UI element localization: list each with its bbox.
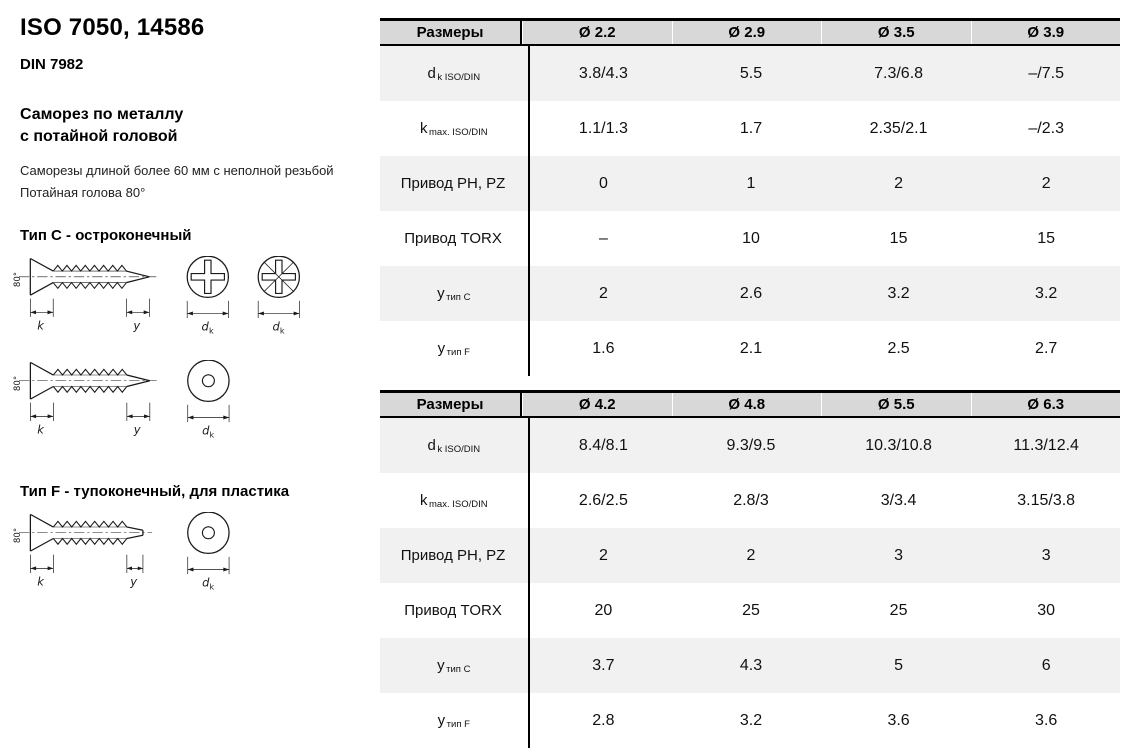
value-cell: 15: [1037, 229, 1056, 247]
value-cell: 0: [598, 174, 608, 192]
header-cell-sizes: Размеры: [380, 21, 522, 44]
table-row-dk: [380, 418, 1120, 473]
page-title: ISO 7050, 14586: [20, 14, 205, 41]
value-cell: 2.7: [1035, 339, 1058, 357]
type-c-drawing-2: [12, 360, 244, 444]
value-cell: 3.2: [887, 284, 910, 302]
table-row-y-type-f: [380, 693, 1120, 748]
table-row-drive-ph-pz: [380, 156, 1120, 211]
table-header-row: [380, 18, 1120, 46]
row-label-main: y: [437, 340, 446, 357]
row-label-sub: тип C: [446, 664, 471, 675]
description-line2: Потайная голова 80°: [20, 185, 146, 201]
dim-y-label: y: [130, 574, 138, 589]
row-label-main: Привод TORX: [404, 230, 502, 247]
row-label-main: k: [420, 120, 428, 137]
product-name-line2: с потайной головой: [20, 128, 178, 146]
value-cell: 3.2: [1035, 284, 1058, 302]
description-line1: Саморезы длиной более 60 мм с неполной резьбой: [20, 163, 334, 178]
table-row-y-type-c: [380, 638, 1120, 693]
dim-dk-sub: k: [279, 326, 285, 336]
row-label: [380, 46, 530, 101]
screw-side-view-pointed: [13, 258, 156, 332]
value-cell: 2.6/2.5: [578, 491, 628, 509]
header-cell-diameter: Ø 6.3: [971, 393, 1121, 416]
head-view-torx: [188, 360, 229, 440]
header-cell-diameter: Ø 4.8: [672, 393, 822, 416]
value-cell: 3: [1041, 546, 1051, 564]
value-cell: 8.4/8.1: [578, 436, 628, 454]
value-cell: 10: [742, 229, 760, 247]
header-cell-diameter: Ø 3.5: [821, 21, 971, 44]
type-c-drawing-1: [12, 256, 312, 340]
value-cell: 7.3/6.8: [874, 64, 924, 82]
row-label-sub: тип F: [446, 719, 470, 730]
value-cell: 2: [894, 174, 904, 192]
head-view-phillips: [187, 256, 228, 335]
dim-dk-sub: k: [209, 582, 215, 592]
row-label: [380, 583, 530, 638]
product-name: [20, 104, 183, 149]
header-cell-diameter: Ø 4.2: [522, 393, 672, 416]
angle-label: 80°: [13, 271, 24, 288]
table-row-drive-torx: [380, 583, 1120, 638]
row-label-sub: max. ISO/DIN: [429, 499, 488, 510]
table-row-y-type-c: [380, 266, 1120, 321]
header-cell-sizes: Размеры: [380, 393, 522, 416]
value-cell: 9.3/9.5: [726, 436, 776, 454]
value-cell: 6: [1041, 656, 1051, 674]
row-label-sub: k ISO/DIN: [437, 72, 481, 83]
row-label: [380, 638, 530, 693]
head-view-pozidriv: [258, 256, 299, 335]
row-label-sub: тип F: [446, 347, 470, 358]
type-c-label: Тип C - остроконечный: [20, 227, 192, 244]
screw-side-view-blunt: [13, 514, 152, 588]
value-cell: 3.2: [739, 711, 763, 729]
value-cell: 2: [598, 546, 608, 564]
dim-dk-label: d: [272, 319, 280, 334]
value-cell: 3/3.4: [880, 491, 917, 509]
din-standard: DIN 7982: [20, 56, 84, 73]
row-label: [380, 321, 530, 376]
value-cell: 15: [889, 229, 908, 247]
value-cell: –/2.3: [1028, 119, 1064, 137]
value-cell: 2.8: [592, 711, 615, 729]
row-label: [380, 266, 530, 321]
row-label-sub: тип C: [446, 292, 471, 303]
value-cell: 1.1/1.3: [578, 119, 628, 137]
value-cell: 3.6: [1035, 711, 1058, 729]
row-label: [380, 528, 530, 583]
row-label-main: k: [420, 492, 428, 509]
value-cell: 1: [746, 174, 756, 192]
row-label: [380, 693, 530, 748]
header-cell-diameter: Ø 3.9: [971, 21, 1121, 44]
spec-table-small-diameters: [380, 18, 1120, 376]
row-label-main: Привод TORX: [404, 602, 502, 619]
dim-dk-sub: k: [209, 430, 215, 440]
value-cell: 2.1: [739, 339, 763, 357]
value-cell: 2: [598, 284, 608, 302]
value-cell: 20: [594, 601, 613, 619]
value-cell: 25: [889, 601, 908, 619]
table-row-kmax: [380, 101, 1120, 156]
row-label: [380, 101, 530, 156]
value-cell: 2: [746, 546, 756, 564]
value-cell: 3.15/3.8: [1017, 491, 1076, 509]
value-cell: 1.7: [739, 119, 763, 137]
table-row-drive-torx: [380, 211, 1120, 266]
header-cell-diameter: Ø 5.5: [821, 393, 971, 416]
value-cell: 25: [742, 601, 760, 619]
row-label-sub: k ISO/DIN: [437, 444, 481, 455]
value-cell: 3.7: [592, 656, 615, 674]
type-f-label: Тип F - тупоконечный, для пластика: [20, 483, 290, 500]
value-cell: 2.5: [887, 339, 910, 357]
head-view-torx: [188, 512, 229, 592]
value-cell: 3.8/4.3: [578, 64, 628, 82]
row-label-main: y: [437, 657, 445, 674]
row-label-main: d: [427, 437, 436, 454]
dim-k-label: k: [37, 318, 44, 333]
header-cell-diameter: Ø 2.9: [672, 21, 822, 44]
row-label: [380, 156, 530, 211]
row-label-main: y: [437, 712, 446, 729]
type-f-drawing: [12, 512, 244, 596]
table-header-row: [380, 390, 1120, 418]
row-label-main: Привод PH, PZ: [400, 547, 506, 564]
header-cell-diameter: Ø 2.2: [522, 21, 672, 44]
value-cell: 10.3/10.8: [865, 436, 932, 454]
value-cell: 2.35/2.1: [869, 119, 928, 137]
row-label-main: d: [427, 65, 436, 82]
spec-table-large-diameters: [380, 390, 1120, 748]
value-cell: 2.8/3: [733, 491, 769, 509]
row-label: [380, 418, 530, 473]
angle-label: 80°: [13, 527, 24, 544]
angle-label: 80°: [13, 375, 24, 392]
value-cell: –: [598, 229, 608, 247]
product-description: [20, 160, 334, 204]
dim-k-label: k: [37, 574, 44, 589]
dim-k-label: k: [37, 422, 44, 437]
dim-dk-label: d: [202, 423, 210, 438]
row-label-main: Привод PH, PZ: [400, 175, 506, 192]
product-name-line1: Саморез по металлу: [20, 106, 184, 123]
value-cell: 4.3: [739, 656, 763, 674]
table-row-y-type-f: [380, 321, 1120, 376]
value-cell: 2.6: [739, 284, 763, 302]
table-row-kmax: [380, 473, 1120, 528]
row-label: [380, 473, 530, 528]
value-cell: 1.6: [592, 339, 615, 357]
row-label: [380, 211, 530, 266]
value-cell: 11.3/12.4: [1013, 436, 1079, 454]
value-cell: 30: [1037, 601, 1056, 619]
dim-dk-sub: k: [208, 326, 214, 336]
value-cell: 2: [1041, 174, 1051, 192]
row-label-main: y: [437, 285, 445, 302]
value-cell: 5.5: [739, 64, 763, 82]
dim-dk-label: d: [201, 319, 209, 334]
table-row-dk: [380, 46, 1120, 101]
dim-y-label: y: [133, 318, 141, 333]
value-cell: 5: [894, 656, 904, 674]
dim-dk-label: d: [202, 575, 210, 590]
value-cell: 3.6: [887, 711, 910, 729]
screw-side-view-pointed: [13, 362, 157, 436]
row-label-sub: max. ISO/DIN: [429, 127, 488, 138]
value-cell: –/7.5: [1028, 64, 1064, 82]
dim-y-label: y: [133, 422, 141, 437]
value-cell: 3: [894, 546, 904, 564]
table-row-drive-ph-pz: [380, 528, 1120, 583]
